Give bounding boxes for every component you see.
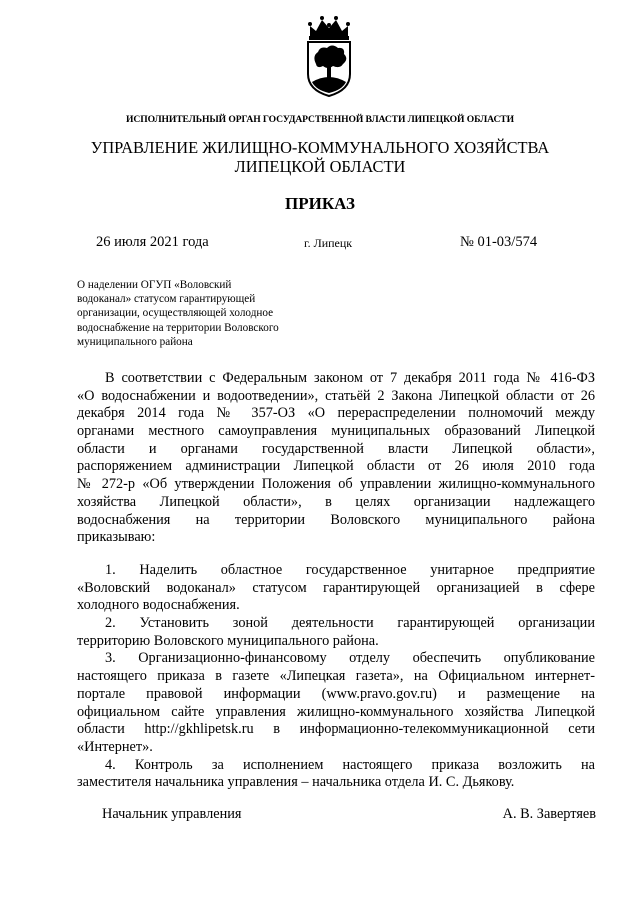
text-line: «О водоснабжении и водоотведении», статьёй 2 Закона Липецкой области от 26 bbox=[77, 387, 595, 404]
coat-of-arms-icon bbox=[302, 14, 356, 98]
text-line: заместителя начальника управления – начальника отдела И. С. Дьякову. bbox=[77, 774, 515, 791]
text-line: распоряжением администрации Липецкой области от 26 июля 2010 года bbox=[77, 458, 595, 475]
text-line: 3. Организационно-финансовому отделу обеспечить опубликование bbox=[105, 650, 595, 667]
subject-line: водоканал» статусом гарантирующей bbox=[77, 293, 256, 306]
text-line: портале правовой информации (www.pravo.gov.ru) и размещение на bbox=[77, 685, 595, 702]
department-name bbox=[0, 138, 640, 176]
text-line: 4. Контроль за исполнением настоящего приказа возложить на bbox=[105, 756, 595, 773]
text-line: области http://gkhlipetsk.ru в информационно-телекоммуникационной сети bbox=[77, 721, 595, 738]
text-line: области и органами государственной власти Липецкой области», bbox=[77, 440, 595, 457]
order-number: № 01-03/574 bbox=[460, 234, 538, 250]
text-line: № 272-р «Об утверждении Положения об управлении жилищно-коммунального bbox=[77, 476, 595, 493]
order-items bbox=[77, 562, 595, 792]
signatory-name: А. В. Завертяев bbox=[502, 806, 596, 822]
text-line: территорию Воловского муниципального района. bbox=[77, 632, 379, 649]
text-line: «Воловский водоканал» статусом гарантирующей организацией в сфере bbox=[77, 579, 595, 596]
subject-line: организации, осуществляющей холодное bbox=[77, 307, 274, 320]
text-line: «Интернет». bbox=[77, 738, 153, 755]
text-line: 1. Наделить областное государственное унитарное предприятие bbox=[105, 562, 595, 578]
subject-line: О наделении ОГУП «Воловский bbox=[77, 279, 232, 291]
department-line: УПРАВЛЕНИЕ ЖИЛИЩНО-КОММУНАЛЬНОГО ХОЗЯЙСТВА bbox=[90, 138, 550, 157]
preamble bbox=[77, 370, 595, 547]
text-line: официальном сайте управления жилищно-коммунального хозяйства Липецкой bbox=[77, 703, 595, 720]
issuing-authority: ИСПОЛНИТЕЛЬНЫЙ ОРГАН ГОСУДАРСТВЕННОЙ ВЛАСТИ ЛИПЕЦКОЙ ОБЛАСТИ bbox=[126, 114, 514, 125]
order-subject bbox=[77, 278, 327, 349]
subject-line: муниципального района bbox=[77, 335, 193, 348]
text-line: 2. Установить зоной деятельности гарантирующей организации bbox=[105, 615, 595, 632]
text-line: настоящего приказа в газете «Липецкая газета», на Официальном интернет- bbox=[77, 668, 595, 685]
text-line: приказываю: bbox=[77, 529, 156, 546]
text-line: органами местного самоуправления муниципальных образований Липецкой bbox=[77, 423, 595, 440]
text-line: хозяйства Липецкой области», в целях организации надлежащего bbox=[77, 493, 595, 510]
text-line: холодного водоснабжения. bbox=[77, 597, 240, 614]
text-line: В соответствии с Федеральным законом от 7 декабря 2011 года № 416-ФЗ bbox=[105, 370, 595, 386]
document-type: ПРИКАЗ bbox=[285, 194, 355, 213]
signatory-title: Начальник управления bbox=[102, 806, 242, 822]
department-line: ЛИПЕЦКОЙ ОБЛАСТИ bbox=[234, 157, 406, 176]
order-city: г. Липецк bbox=[304, 236, 353, 250]
text-line: водоснабжения на территории Воловского муниципального района bbox=[77, 511, 595, 528]
subject-line: водоснабжение на территории Воловского bbox=[77, 321, 279, 334]
text-line: декабря 2014 года № 357-ОЗ «О перераспределении полномочий между bbox=[77, 405, 595, 422]
order-date: 26 июля 2021 года bbox=[96, 234, 209, 250]
